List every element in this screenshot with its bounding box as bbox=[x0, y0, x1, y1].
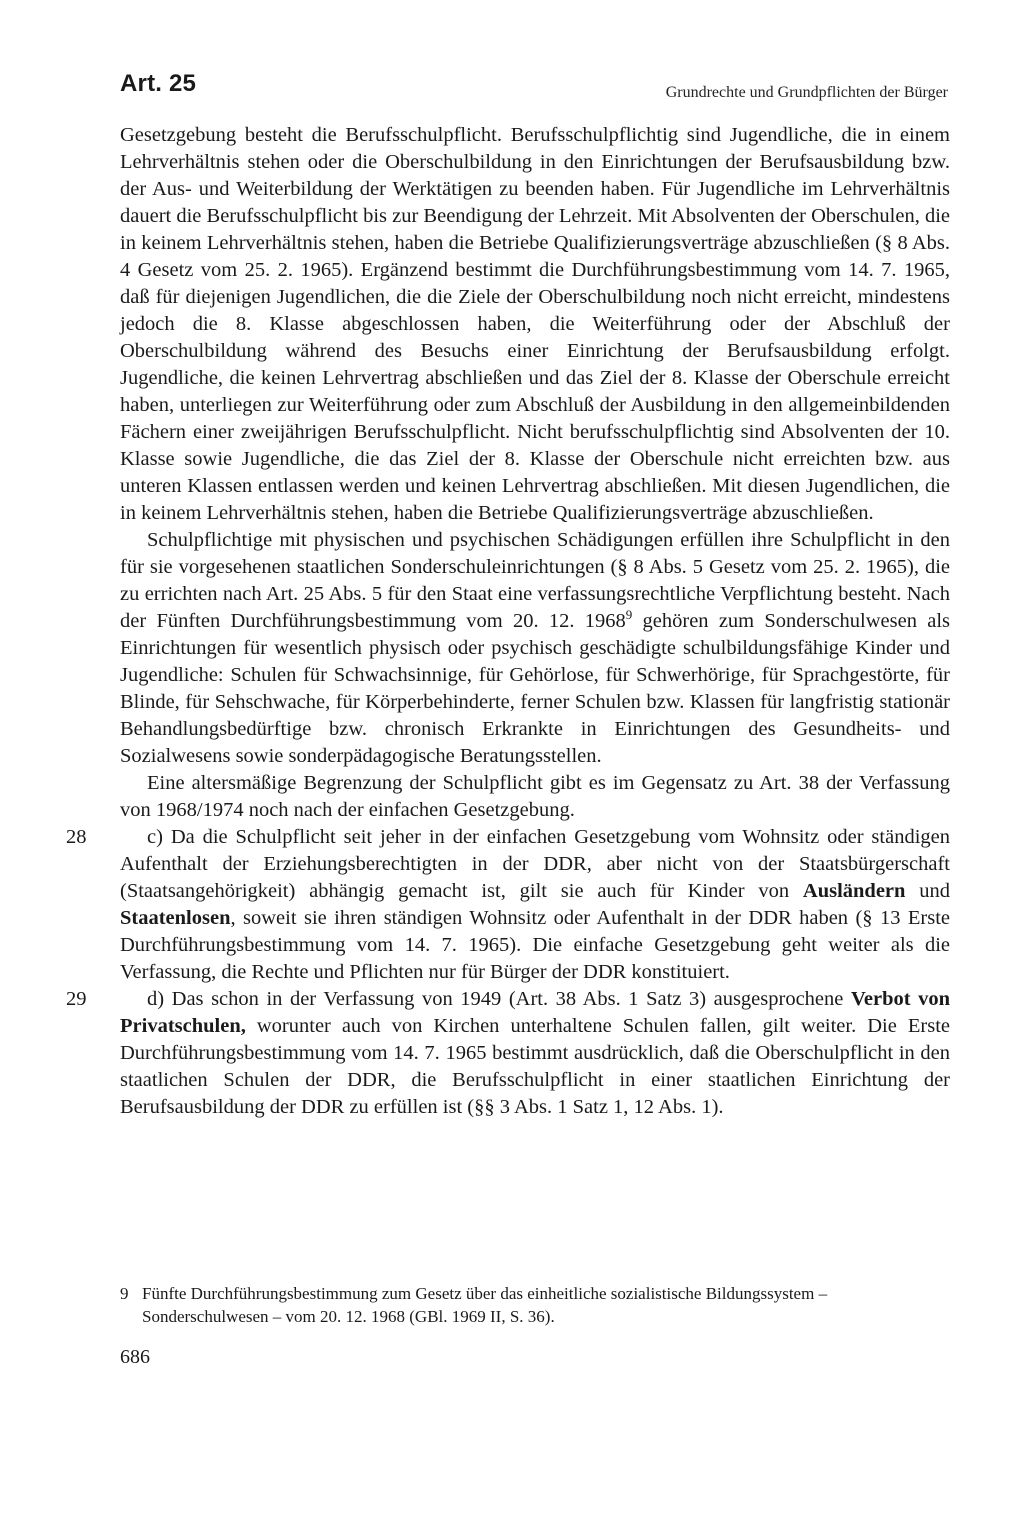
footnotes bbox=[120, 1282, 950, 1328]
bold-term: Ausländern bbox=[802, 880, 906, 902]
paragraph-text: , soweit sie ihren ständigen Wohnsitz oder Aufenthalt in der DDR haben (§ 13 Erste Durchführungsbestimmung vom 14. 7. 1965). Die einfache Gesetzgebung geht weiter als die Verfassung, die Rechte und Pflichten nur für Bürger der DDR konstituiert. bbox=[120, 907, 950, 983]
paragraph-text: c) Da die Schulpflicht seit jeher in der einfachen Gesetzgebung vom Wohnsitz oder ständigen Aufenthalt der Erziehungsberechtigten in der DDR, aber nicht von der Staatsbürgerschaft (Staatsangehörigkeit) abhängig gemacht ist, gilt sie auch für Kinder von bbox=[120, 826, 950, 902]
paragraph-text: worunter auch von Kirchen unterhaltene Schulen fallen, gilt weiter. Die Erste Durchführungsbestimmung vom 14. 7. 1965 bestimmt ausdrücklich, daß die Oberschulpflicht in den staatlichen Schulen der DDR, die Berufsschulpflicht in einer staatlichen Einrichtung der Berufsausbildung der DDR zu erfüllen ist (§§ 3 Abs. 1 Satz 1, 12 Abs. 1). bbox=[120, 1015, 950, 1118]
paragraph-text: und bbox=[905, 880, 950, 902]
margin-number: 28 bbox=[66, 826, 87, 848]
footnote-text: Fünfte Durchführungsbestimmung zum Gesetz über das einheitliche sozialistische Bildungssystem – Sonderschulwesen – vom 20. 12. 1968 (GBl. 1969 II, S. 36). bbox=[142, 1284, 828, 1326]
paragraph-28 bbox=[66, 824, 950, 986]
page-number: 686 bbox=[120, 1346, 150, 1368]
running-head: Grundrechte und Grundpflichten der Bürger bbox=[665, 84, 948, 101]
footnote-number: 9 bbox=[120, 1284, 129, 1303]
footnote-9 bbox=[120, 1282, 950, 1328]
bold-term: Verbot von Privatschulen, bbox=[120, 988, 951, 1037]
body-text bbox=[66, 122, 951, 1121]
paragraph-29 bbox=[66, 986, 951, 1121]
footnote-ref[interactable]: 9 bbox=[625, 607, 633, 623]
paragraph-text: gehören zum Sonderschulwesen als Einrichtungen für wesentlich physisch oder psychisch geschädigte schulbildungsfähige Kinder und Jugendliche: Schulen für Schwachsinnige, für Gehörlose, für Schwerhörige, für Sprachgestörte, für Blinde, für Sehschwache, für Körperbehinderte, ferner Schulen bzw. Klassen für langfristig stationär Behandlungsbedürftige bzw. chronisch Erkrankte in Einrichtungen des Gesundheits- und Sozialwesens sowie sonderpädagogische Beratungsstellen. bbox=[120, 610, 951, 767]
paragraph-altersgrenze: Eine altersmäßige Begrenzung der Schulpflicht gibt es im Gegensatz zu Art. 38 der Verfassung von 1968/1974 noch nach der einfachen Gesetzgebung. bbox=[120, 772, 950, 821]
paragraph-text: d) Das schon in der Verfassung von 1949 (Art. 38 Abs. 1 Satz 3) ausgesprochene bbox=[147, 988, 851, 1010]
article-label: Art. 25 bbox=[120, 70, 197, 97]
margin-number: 29 bbox=[66, 988, 87, 1010]
paragraph-sonderschulen bbox=[120, 527, 950, 770]
paragraph-berufsschulpflicht: Gesetzgebung besteht die Berufsschulpflicht. Berufsschulpflichtig sind Jugendliche, die in einem Lehrverhältnis stehen oder die Oberschulbildung in den Einrichtungen der Berufsausbildung bzw. der Aus- und Weiterbildung der Werktätigen zu beenden haben. Für Jugendliche im Lehrverhältnis dauert die Berufsschulpflicht bis zur Beendigung der Lehrzeit. Mit Absolventen der Oberschulen, die in keinem Lehrverhältnis stehen, haben die Betriebe Qualifizierungsverträge abzuschließen (§ 8 Abs. 4 Gesetz vom 25. 2. 1965). Ergänzend bestimmt die Durchführungsbestimmung vom 14. 7. 1965, daß für diejenigen Jugendlichen, die die Ziele der Oberschulbildung noch nicht erreicht, mindestens jedoch die 8. Klasse abgeschlossen haben, die Weiterführung oder der Abschluß der Oberschulbildung während des Besuchs einer Einrichtung der Berufsausbildung erfolgt. Jugendliche, die keinen Lehrvertrag abschließen und das Ziel der 8. Klasse der Oberschule erreicht haben, unterliegen zur Weiterführung oder zum Abschluß der Ausbildung in den allgemeinbildenden Fächern einer zweijährigen Berufsschulpflicht. Nicht berufsschulpflichtig sind Absolventen der 10. Klasse sowie Jugendliche, die das Ziel der 8. Klasse der Oberschule nicht erreichten bzw. aus unteren Klassen entlassen werden und keinen Lehrvertrag abschließen. Mit diesen Jugendlichen, die in keinem Lehrverhältnis stehen, haben die Betriebe Qualifizierungsverträge abzuschließen. bbox=[120, 124, 951, 524]
paragraph-text: Schulpflichtige mit physischen und psychischen Schädigungen erfüllen ihre Schulpflicht in den für sie vorgesehenen staatlichen Sonderschuleinrichtungen (§ 8 Abs. 5 Gesetz vom 25. 2. 1965), die zu errichten nach Art. 25 Abs. 5 für den Staat eine verfassungsrechtliche Verpflichtung besteht. Nach der Fünften Durchführungsbestimmung vom 20. 12. 1968 bbox=[120, 529, 950, 632]
bold-term: Staatenlosen bbox=[120, 907, 231, 929]
